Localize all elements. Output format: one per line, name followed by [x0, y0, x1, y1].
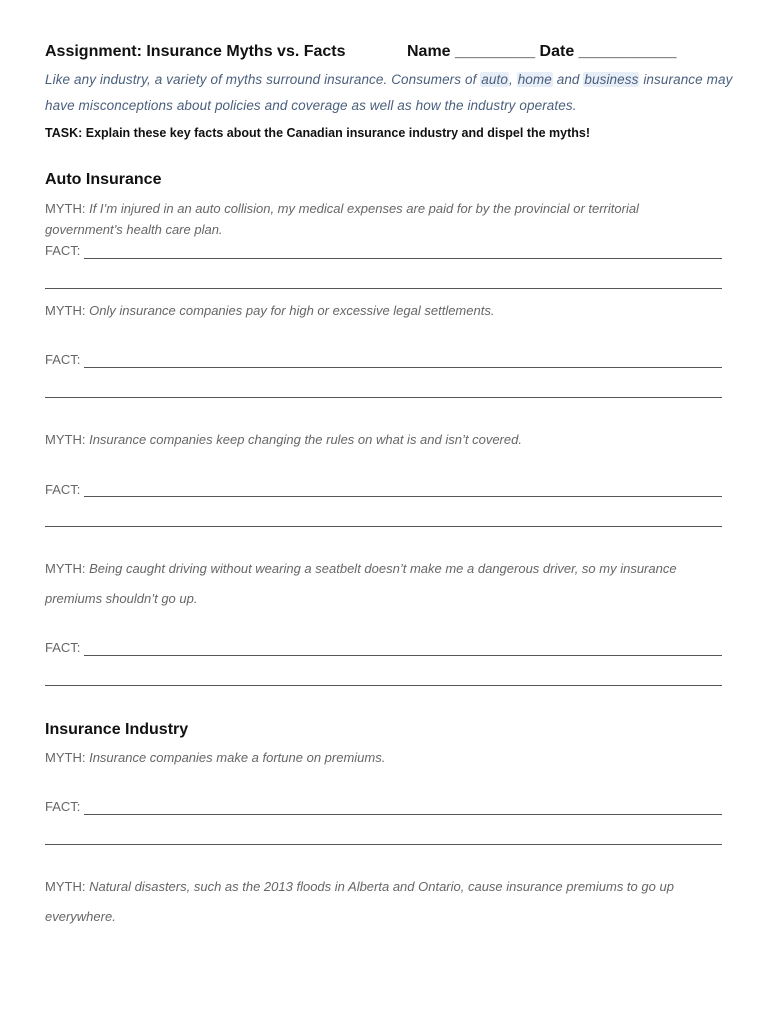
myth-text: Insurance companies keep changing the rules on what is and isn’t covered.: [89, 432, 522, 447]
myth-line: [45, 750, 385, 765]
myth-text: Being caught driving without wearing a seatbelt doesn’t make me a dangerous driver, so my insurance: [89, 561, 677, 576]
myth-line: [45, 222, 223, 237]
fact-answer-line[interactable]: [45, 288, 722, 289]
home-link[interactable]: home: [517, 72, 552, 87]
myth-text: government’s health care plan.: [45, 222, 223, 237]
fact-answer-line[interactable]: [45, 397, 722, 398]
myth-label: MYTH:: [45, 201, 86, 216]
name-date-fields[interactable]: Name _________ Date ___________: [407, 43, 677, 60]
fact-label: FACT:: [45, 799, 81, 814]
myth-label: MYTH:: [45, 303, 86, 318]
myth-text: premiums shouldn’t go up.: [45, 591, 198, 606]
myth-text: Natural disasters, such as the 2013 floods in Alberta and Ontario, cause insurance premiums to go up: [89, 879, 674, 894]
intro-text: Like any industry, a variety of myths surround insurance. Consumers of: [45, 72, 481, 87]
task-instruction: TASK: Explain these key facts about the Canadian insurance industry and dispel the myths!: [45, 126, 591, 140]
fact-answer-line[interactable]: [84, 258, 722, 259]
myth-line: [45, 303, 494, 318]
myth-label: MYTH:: [45, 432, 86, 447]
myth-line: [45, 591, 197, 606]
myth-label: MYTH:: [45, 750, 86, 765]
myth-text: Only insurance companies pay for high or excessive legal settlements.: [89, 303, 495, 318]
fact-answer-line[interactable]: [84, 814, 722, 815]
myth-text: Insurance companies make a fortune on premiums.: [89, 750, 386, 765]
intro-sep: and: [552, 72, 584, 87]
fact-answer-line[interactable]: [84, 367, 722, 368]
myth-line: [45, 561, 677, 576]
fact-answer-line[interactable]: [45, 526, 722, 527]
myth-label: MYTH:: [45, 879, 86, 894]
auto-link[interactable]: auto: [481, 72, 508, 87]
intro-line-2: have misconceptions about policies and coverage as well as how the industry operates.: [45, 98, 577, 113]
myth-text: everywhere.: [45, 909, 116, 924]
section-heading-industry: Insurance Industry: [45, 721, 189, 738]
fact-answer-line[interactable]: [84, 496, 722, 497]
fact-answer-line[interactable]: [45, 844, 722, 845]
myth-line: [45, 432, 522, 447]
intro-text: insurance may: [639, 72, 733, 87]
assignment-title: Assignment: Insurance Myths vs. Facts: [45, 43, 346, 60]
section-heading-auto: Auto Insurance: [45, 171, 162, 188]
myth-text: If I’m injured in an auto collision, my medical expenses are paid for by the provincial or territorial: [89, 201, 639, 216]
fact-label: FACT:: [45, 640, 81, 655]
intro-sep: ,: [508, 72, 517, 87]
fact-label: FACT:: [45, 243, 81, 258]
fact-label: FACT:: [45, 482, 81, 497]
business-link[interactable]: business: [584, 72, 639, 87]
myth-line: [45, 201, 639, 216]
intro-line-1: [45, 72, 732, 87]
fact-answer-line[interactable]: [84, 655, 722, 656]
myth-label: MYTH:: [45, 561, 86, 576]
myth-line: [45, 909, 116, 924]
fact-answer-line[interactable]: [45, 685, 722, 686]
myth-line: [45, 879, 674, 894]
fact-label: FACT:: [45, 352, 81, 367]
